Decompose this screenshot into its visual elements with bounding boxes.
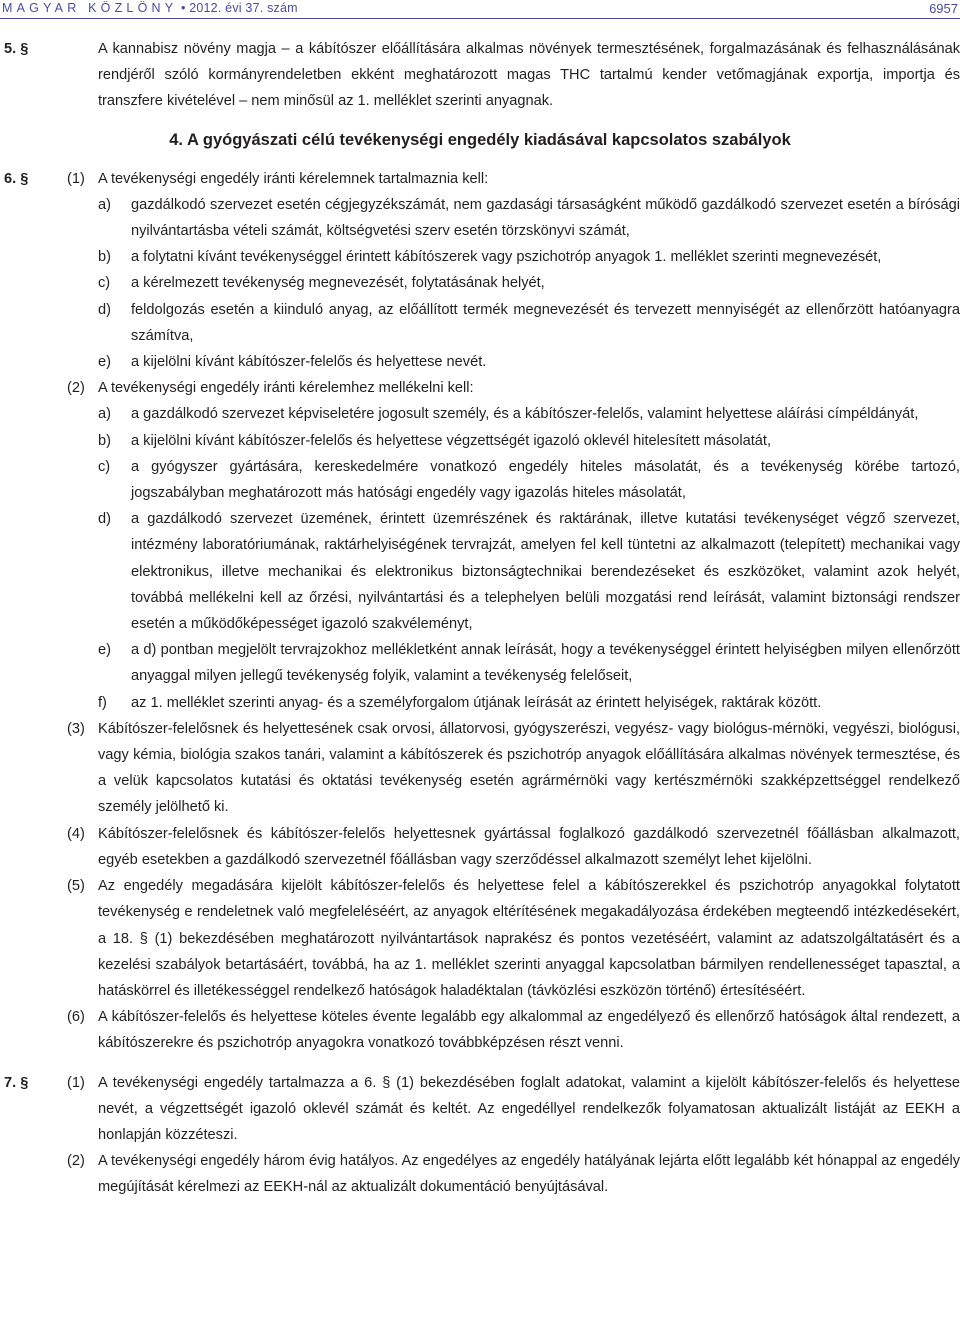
item-text: feldolgozás esetén a kiinduló anyag, az előállított termék megnevezését és tervezett mennyiségét az ellenőrzött hatóanyagra számítva, bbox=[131, 301, 960, 344]
paragraph-text: A tevékenységi engedély három évig hatályos. Az engedélyes az engedély hatályának lejárta előtt legalább két hónappal az engedély megújítását kérelmezi az EEKH-nál az aktualizált dokumentáció benyújtásával. bbox=[98, 1153, 960, 1196]
section-6-paragraph-3 bbox=[0, 716, 960, 821]
section-text: A kannabisz növény magja – a kábítószer előállítására alkalmas növények termesztésének, forgalmazásának és felhasználásának rendjéről szóló kormányrendeletben ekként meghatározott magas THC tartalmú kender vetőmagjának exportja, importja és transzfere kivételével – nem minősül az 1. melléklet szerinti anyagnak. bbox=[98, 41, 960, 110]
item-text: gazdálkodó szervezet esetén cégjegyzékszámát, nem gazdasági társaságként működő gazdálkodó szervezet esetén a bírósági nyilvántartásba vételi számát, költségvetési szerv esetén törzskönyvi számát, bbox=[131, 196, 960, 240]
item-text: a gazdálkodó szervezet üzemének, érintett üzemrészének és raktárának, illetve kutatási tevékenységet végző szervezet, intézmény laboratóriumának, raktárhelyiségének tervrajzát, amelyen fel kell tüntetni az alkalmazott (telepített) mechanikai vagy elektronikus, illetve mechanikai és elektronikus biztonságtechnikai berendezéseket és eszközöket, valamint azok helyét, továbbá mellékelni kell az őrzési, nyilvántartási és a telephelyen belüli mozgatási rend leírását, valamint biztonsági rendszer esetén a működőképességet igazoló szakvéleményt, bbox=[131, 511, 960, 633]
journal-header bbox=[2, 1, 298, 15]
list-item bbox=[0, 454, 960, 506]
paragraph-number: (1) bbox=[67, 170, 85, 187]
section-6-paragraph-6 bbox=[0, 1004, 960, 1056]
section-5 bbox=[0, 36, 960, 115]
item-label: a) bbox=[98, 196, 111, 213]
item-label: c) bbox=[98, 458, 111, 475]
list-item bbox=[0, 192, 960, 244]
list-item bbox=[0, 428, 960, 454]
section-6-paragraph-1 bbox=[0, 166, 960, 192]
document-body bbox=[0, 36, 960, 1201]
section-gap bbox=[0, 1057, 960, 1070]
paragraph-number: (2) bbox=[67, 380, 85, 397]
paragraph-text: A tevékenységi engedély iránti kérelemhez mellékelni kell: bbox=[98, 380, 474, 397]
list-item bbox=[0, 244, 960, 270]
list-item bbox=[0, 690, 960, 716]
header-bullet: • bbox=[180, 1, 186, 15]
item-label: c) bbox=[98, 275, 111, 292]
list-item bbox=[0, 270, 960, 296]
section-6-paragraph-5 bbox=[0, 873, 960, 1004]
list-item bbox=[0, 349, 960, 375]
paragraph-text: A kábítószer-felelős és helyettese köteles évente legalább egy alkalommal az engedélyező és ellenőrző hatóságok által rendezett, a kábítószerekre és pszichotróp anyagokra vonatkozó továbbképzésen részt venni. bbox=[98, 1009, 960, 1052]
section-7-paragraph-2 bbox=[0, 1148, 960, 1200]
section-number: 7. § bbox=[4, 1074, 29, 1091]
page-number: 6957 bbox=[929, 1, 958, 16]
item-text: a d) pontban megjelölt tervrajzokhoz mellékletként annak leírását, hogy a tevékenységgel érintett helyiségben milyen ellenőrzött anyaggal milyen jellegű tevékenység folyik, valamint a tevékenység felelőseit, bbox=[131, 642, 960, 685]
page-header bbox=[0, 0, 960, 22]
paragraph-number: (1) bbox=[67, 1074, 85, 1091]
item-label: b) bbox=[98, 432, 111, 449]
journal-title: MAGYAR KÖZLÖNY bbox=[2, 1, 178, 15]
item-text: a gyógyszer gyártására, kereskedelmére vonatkozó engedély hiteles másolatát, és a tevékenység körébe tartozó, jogszabályban meghatározott más hatósági engedély vagy igazolás hiteles másolatát, bbox=[131, 458, 960, 502]
item-text: a kijelölni kívánt kábítószer-felelős és helyettese nevét. bbox=[131, 354, 487, 371]
item-label: e) bbox=[98, 354, 111, 371]
list-item bbox=[0, 297, 960, 349]
section-number: 6. § bbox=[4, 170, 29, 187]
section-7-paragraph-1 bbox=[0, 1070, 960, 1149]
item-text: az 1. melléklet szerinti anyag- és a személyforgalom útjának leírását az érintett helyiségek, raktárak között. bbox=[131, 694, 822, 711]
item-label: d) bbox=[98, 511, 111, 528]
paragraph-text: Az engedély megadására kijelölt kábítószer-felelős és helyettese felel a kábítószerekkel és pszichotróp anyagokkal folytatott tevékenység e rendeletnek való megfeleléséért, az anyagok eltérítésének megakadályozása érdekében megteendő intézkedésekért, a 18. § (1) bekezdésében meghatározott nyilvántartások naprakész és pontos vezetéséért, valamint az adatszolgáltatásért és a kezelési szabályok betartásáért, továbbá, ha az 1. melléklet szerinti anyaggal kapcsolatban bármilyen rendellenességet tapasztal, a hatáskörrel és illetékességgel rendelkező hatóságok haladéktalan (távközlési eszközön történő) értesítéséért. bbox=[98, 878, 960, 999]
paragraph-text: Kábítószer-felelősnek és kábítószer-felelős helyettesnek gyártással foglalkozó gazdálkodó szervezetnél főállásban alkalmazott, egyéb esetekben a gazdálkodó szervezetnél főállásban vagy szerződéssel alkalmazott személyt lehet kijelölni. bbox=[98, 825, 960, 868]
item-text: a folytatni kívánt tevékenységgel érintett kábítószerek vagy pszichotróp anyagok 1. melléklet szerinti megnevezését, bbox=[131, 249, 882, 266]
section-number: 5. § bbox=[4, 41, 29, 57]
chapter-heading: 4. A gyógyászati célú tevékenységi engedély kiadásával kapcsolatos szabályok bbox=[169, 130, 791, 149]
list-item bbox=[0, 506, 960, 637]
item-label: f) bbox=[98, 694, 107, 711]
item-text: a kérelmezett tevékenység megnevezését, folytatásának helyét, bbox=[131, 275, 545, 292]
item-text: a gazdálkodó szervezet képviseletére jogosult személy, és a kábítószer-felelős, valamint helyettese aláírási címpéldányát, bbox=[131, 406, 919, 423]
item-label: e) bbox=[98, 642, 111, 659]
paragraph-number: (5) bbox=[67, 878, 85, 895]
paragraph-text: A tevékenységi engedély iránti kérelemnek tartalmaznia kell: bbox=[98, 170, 489, 187]
issue-label: 2012. évi 37. szám bbox=[189, 1, 298, 15]
paragraph-number: (3) bbox=[67, 720, 85, 737]
item-text: a kijelölni kívánt kábítószer-felelős és helyettese végzettségét igazoló oklevél hitelesített másolatát, bbox=[131, 432, 772, 449]
paragraph-number: (2) bbox=[67, 1153, 85, 1170]
item-label: b) bbox=[98, 249, 111, 266]
section-6-paragraph-4 bbox=[0, 821, 960, 873]
list-item bbox=[0, 637, 960, 689]
paragraph-number: (6) bbox=[67, 1009, 85, 1026]
paragraph-text: Kábítószer-felelősnek és helyettesének csak orvosi, állatorvosi, gyógyszerészi, vegyész- vagy biológus-mérnöki, vegyészi, biológusi, vagy kémia, biológia szakos tanári, valamint a kábítószerek és pszichotróp anyagok előállítására alkalmas növények termesztése, és a velük kapcsolatos kutatási és oktatási tevékenység esetén agrármérnöki vagy kertészmérnöki szakképzettséggel rendelkező személy jelölhető ki. bbox=[98, 720, 960, 816]
paragraph-text: A tevékenységi engedély tartalmazza a 6. § (1) bekezdésében foglalt adatokat, valamint a kijelölt kábítószer-felelős és helyettese nevét, a végzettségét igazoló oklevél számát és keltét. Az engedéllyel rendelkezők folyamatosan aktualizált listáját az EEKH a honlapján közzéteszi. bbox=[98, 1074, 960, 1143]
header-divider bbox=[0, 18, 960, 19]
item-label: d) bbox=[98, 301, 111, 318]
item-label: a) bbox=[98, 406, 111, 423]
list-item bbox=[0, 401, 960, 427]
paragraph-number: (4) bbox=[67, 825, 85, 842]
section-6-paragraph-2 bbox=[0, 375, 960, 401]
